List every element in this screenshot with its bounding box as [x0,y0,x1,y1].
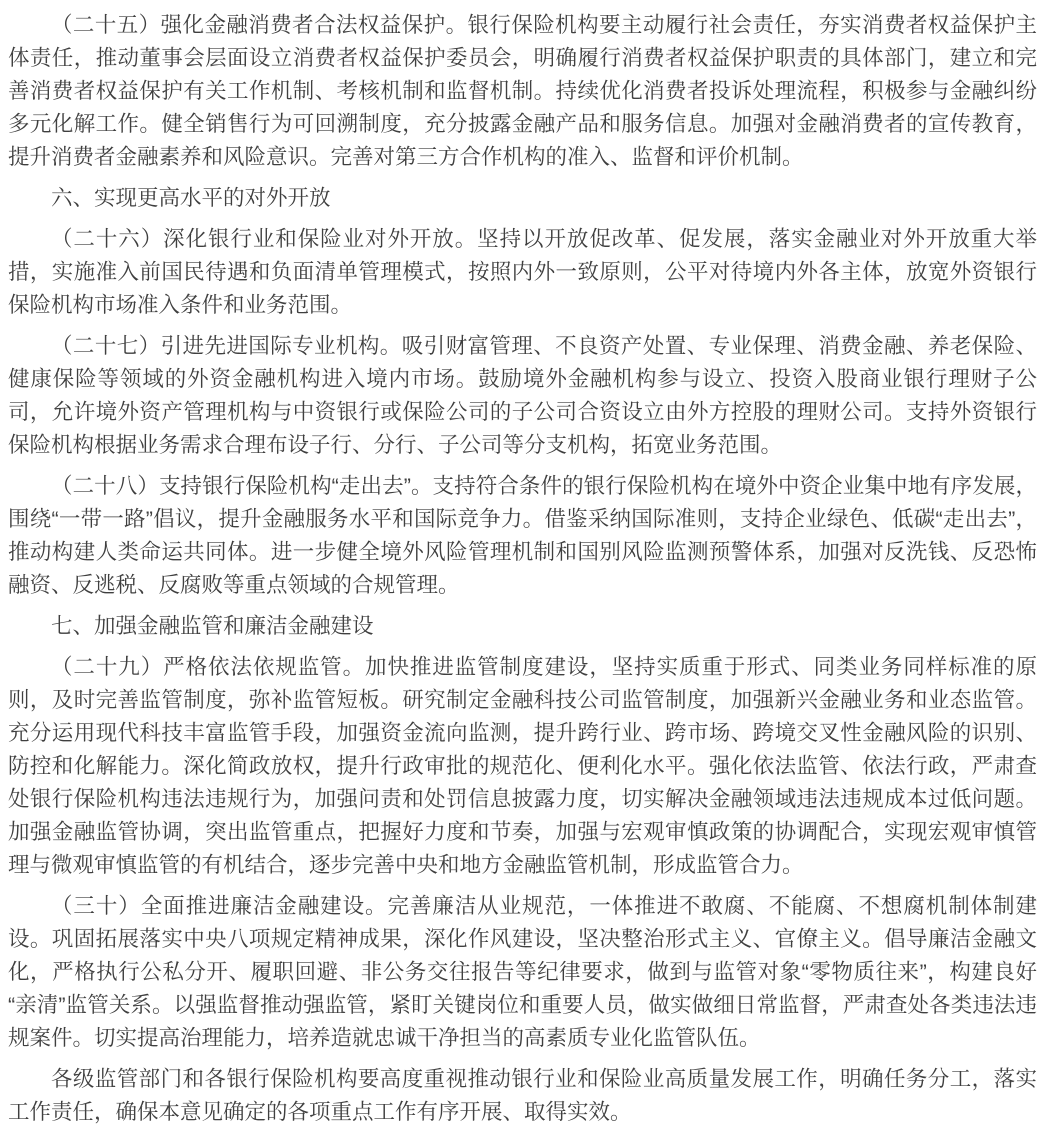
paragraph-item-29: （二十九）严格依法依规监管。加快推进监管制度建设，坚持实质重于形式、同类业务同样标准的原则，及时完善监管制度，弥补监管短板。研究制定金融科技公司监管制度，加强新兴金融业务和业态监管。充分运用现代科技丰富监管手段，加强资金流向监测，提升跨行业、跨市场、跨境交叉性金融风险的识别、防控和化解能力。深化简政放权，提升行政审批的规范化、便利化水平。强化依法监管、依法行政，严肃查处银行保险机构违法违规行为，加强问责和处罚信息披露力度，切实解决金融领域违法违规成本过低问题。加强金融监管协调，突出监管重点，把握好力度和节奏，加强与宏观审慎政策的协调配合，实现宏观审慎管理与微观审慎监管的有机结合，逐步完善中央和地方金融监管机制，形成监管合力。 [8,655,1037,877]
closing-paragraph: 各级监管部门和各银行保险机构要高度重视推动银行业和保险业高质量发展工作，明确任务分工，落实工作责任，确保本意见确定的各项重点工作有序开展、取得实效。 [8,1067,1037,1124]
paragraph-item-27: （二十七）引进先进国际专业机构。吸引财富管理、不良资产处置、专业保理、消费金融、养老保险、健康保险等领域的外资金融机构进入境内市场。鼓励境外金融机构参与设立、投资入股商业银行理财子公司，允许境外资产管理机构与中资银行或保险公司的子公司合资设立由外方控股的理财公司。支持外资银行保险机构根据业务需求合理布设子行、分行、子公司等分支机构，拓宽业务范围。 [8,334,1037,457]
paragraph-item-26: （二十六）深化银行业和保险业对外开放。坚持以开放促改革、促发展，落实金融业对外开放重大举措，实施准入前国民待遇和负面清单管理模式，按照内外一致原则，公平对待境内外各主体，放宽外资银行保险机构市场准入条件和业务范围。 [8,227,1037,317]
paragraph-item-25: （二十五）强化金融消费者合法权益保护。银行保险机构要主动履行社会责任，夯实消费者权益保护主体责任，推动董事会层面设立消费者权益保护委员会，明确履行消费者权益保护职责的具体部门，建立和完善消费者权益保护有关工作机制、考核机制和监督机制。持续优化消费者投诉处理流程，积极参与金融纠纷多元化解工作。健全销售行为可回溯制度，充分披露金融产品和服务信息。加强对金融消费者的宣传教育，提升消费者金融素养和风险意识。完善对第三方合作机构的准入、监督和评价机制。 [8,13,1037,169]
document-body [8,9,1037,1129]
section-heading-part-6: 六、实现更高水平的对外开放 [51,186,331,210]
paragraph-item-28: （二十八）支持银行保险机构“走出去”。支持符合条件的银行保险机构在境外中资企业集中地有序发展，围绕“一带一路”倡议，提升金融服务水平和国际竞争力。借鉴采纳国际准则，支持企业绿色、低碳“走出去”，推动构建人类命运共同体。进一步健全境外风险管理机制和国别风险监测预警体系，加强对反洗钱、反恐怖融资、反逃税、反腐败等重点领域的合规管理。 [8,474,1037,597]
paragraph-item-30: （三十）全面推进廉洁金融建设。完善廉洁从业规范，一体推进不敢腐、不能腐、不想腐机制体制建设。巩固拓展落实中央八项规定精神成果，深化作风建设，坚决整治形式主义、官僚主义。倡导廉洁金融文化，严格执行公私分开、履职回避、非公务交往报告等纪律要求，做到与监管对象“零物质往来”，构建良好“亲清”监管关系。以强监督推动强监管，紧盯关键岗位和重要人员，做实做细日常监督，严肃查处各类违法违规案件。切实提高治理能力，培养造就忠诚干净担当的高素质专业化监管队伍。 [8,894,1037,1050]
section-heading-part-7: 七、加强金融监管和廉洁金融建设 [51,614,374,638]
